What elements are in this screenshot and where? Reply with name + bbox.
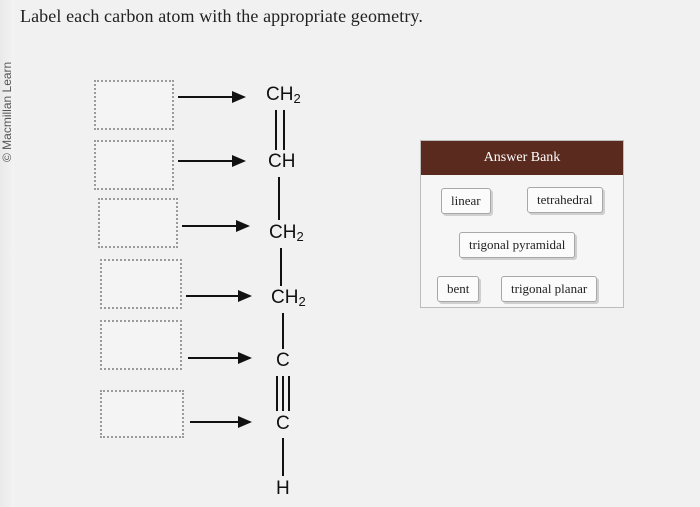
arrow-2 bbox=[178, 160, 244, 162]
single-bond-4 bbox=[282, 438, 284, 476]
atom-symbol: C bbox=[276, 350, 290, 371]
drop-target-3[interactable] bbox=[98, 198, 178, 248]
atom-subscript: 2 bbox=[298, 294, 306, 309]
single-bond-2 bbox=[280, 248, 282, 286]
atom-symbol: C bbox=[276, 413, 290, 434]
atom-subscript: 2 bbox=[293, 91, 301, 106]
drop-target-6[interactable] bbox=[100, 390, 184, 438]
atom-c-lower bbox=[276, 413, 290, 435]
atom-c-upper bbox=[276, 350, 290, 372]
atom-symbol: CH bbox=[271, 287, 299, 308]
answer-chip-tetrahedral[interactable]: tetrahedral bbox=[527, 187, 603, 213]
answer-chip-trigonal-planar[interactable]: trigonal planar bbox=[501, 276, 597, 302]
drop-target-4[interactable] bbox=[100, 259, 182, 309]
drop-target-1[interactable] bbox=[94, 80, 174, 130]
atom-subscript: 2 bbox=[296, 229, 304, 244]
question-prompt: Label each carbon atom with the appropriate geometry. bbox=[20, 6, 423, 26]
arrow-3 bbox=[182, 225, 248, 227]
left-margin bbox=[0, 0, 14, 507]
atom-ch2-middle bbox=[269, 222, 304, 244]
arrow-6 bbox=[190, 421, 250, 423]
atom-ch2-top bbox=[266, 84, 301, 106]
drop-target-5[interactable] bbox=[100, 320, 182, 370]
atom-h bbox=[276, 478, 290, 500]
arrow-5 bbox=[188, 357, 250, 359]
atom-symbol: H bbox=[276, 478, 290, 499]
atom-ch bbox=[268, 151, 295, 173]
answer-chip-bent[interactable]: bent bbox=[437, 276, 479, 302]
atom-symbol: CH bbox=[266, 84, 294, 105]
answer-chip-linear[interactable]: linear bbox=[441, 188, 491, 214]
single-bond-1 bbox=[278, 177, 280, 220]
drop-target-2[interactable] bbox=[94, 140, 174, 190]
atom-ch2-lower bbox=[271, 287, 306, 309]
atom-symbol: CH bbox=[268, 151, 296, 172]
answer-bank-panel bbox=[420, 140, 624, 308]
single-bond-3 bbox=[282, 313, 284, 349]
answer-chip-trigonal-pyramidal[interactable]: trigonal pyramidal bbox=[459, 232, 575, 258]
arrow-1 bbox=[178, 96, 244, 98]
arrow-4 bbox=[186, 295, 250, 297]
answer-bank-title: Answer Bank bbox=[421, 141, 623, 175]
atom-symbol: CH bbox=[269, 222, 297, 243]
copyright-text: © Macmillan Learn bbox=[0, 61, 14, 162]
